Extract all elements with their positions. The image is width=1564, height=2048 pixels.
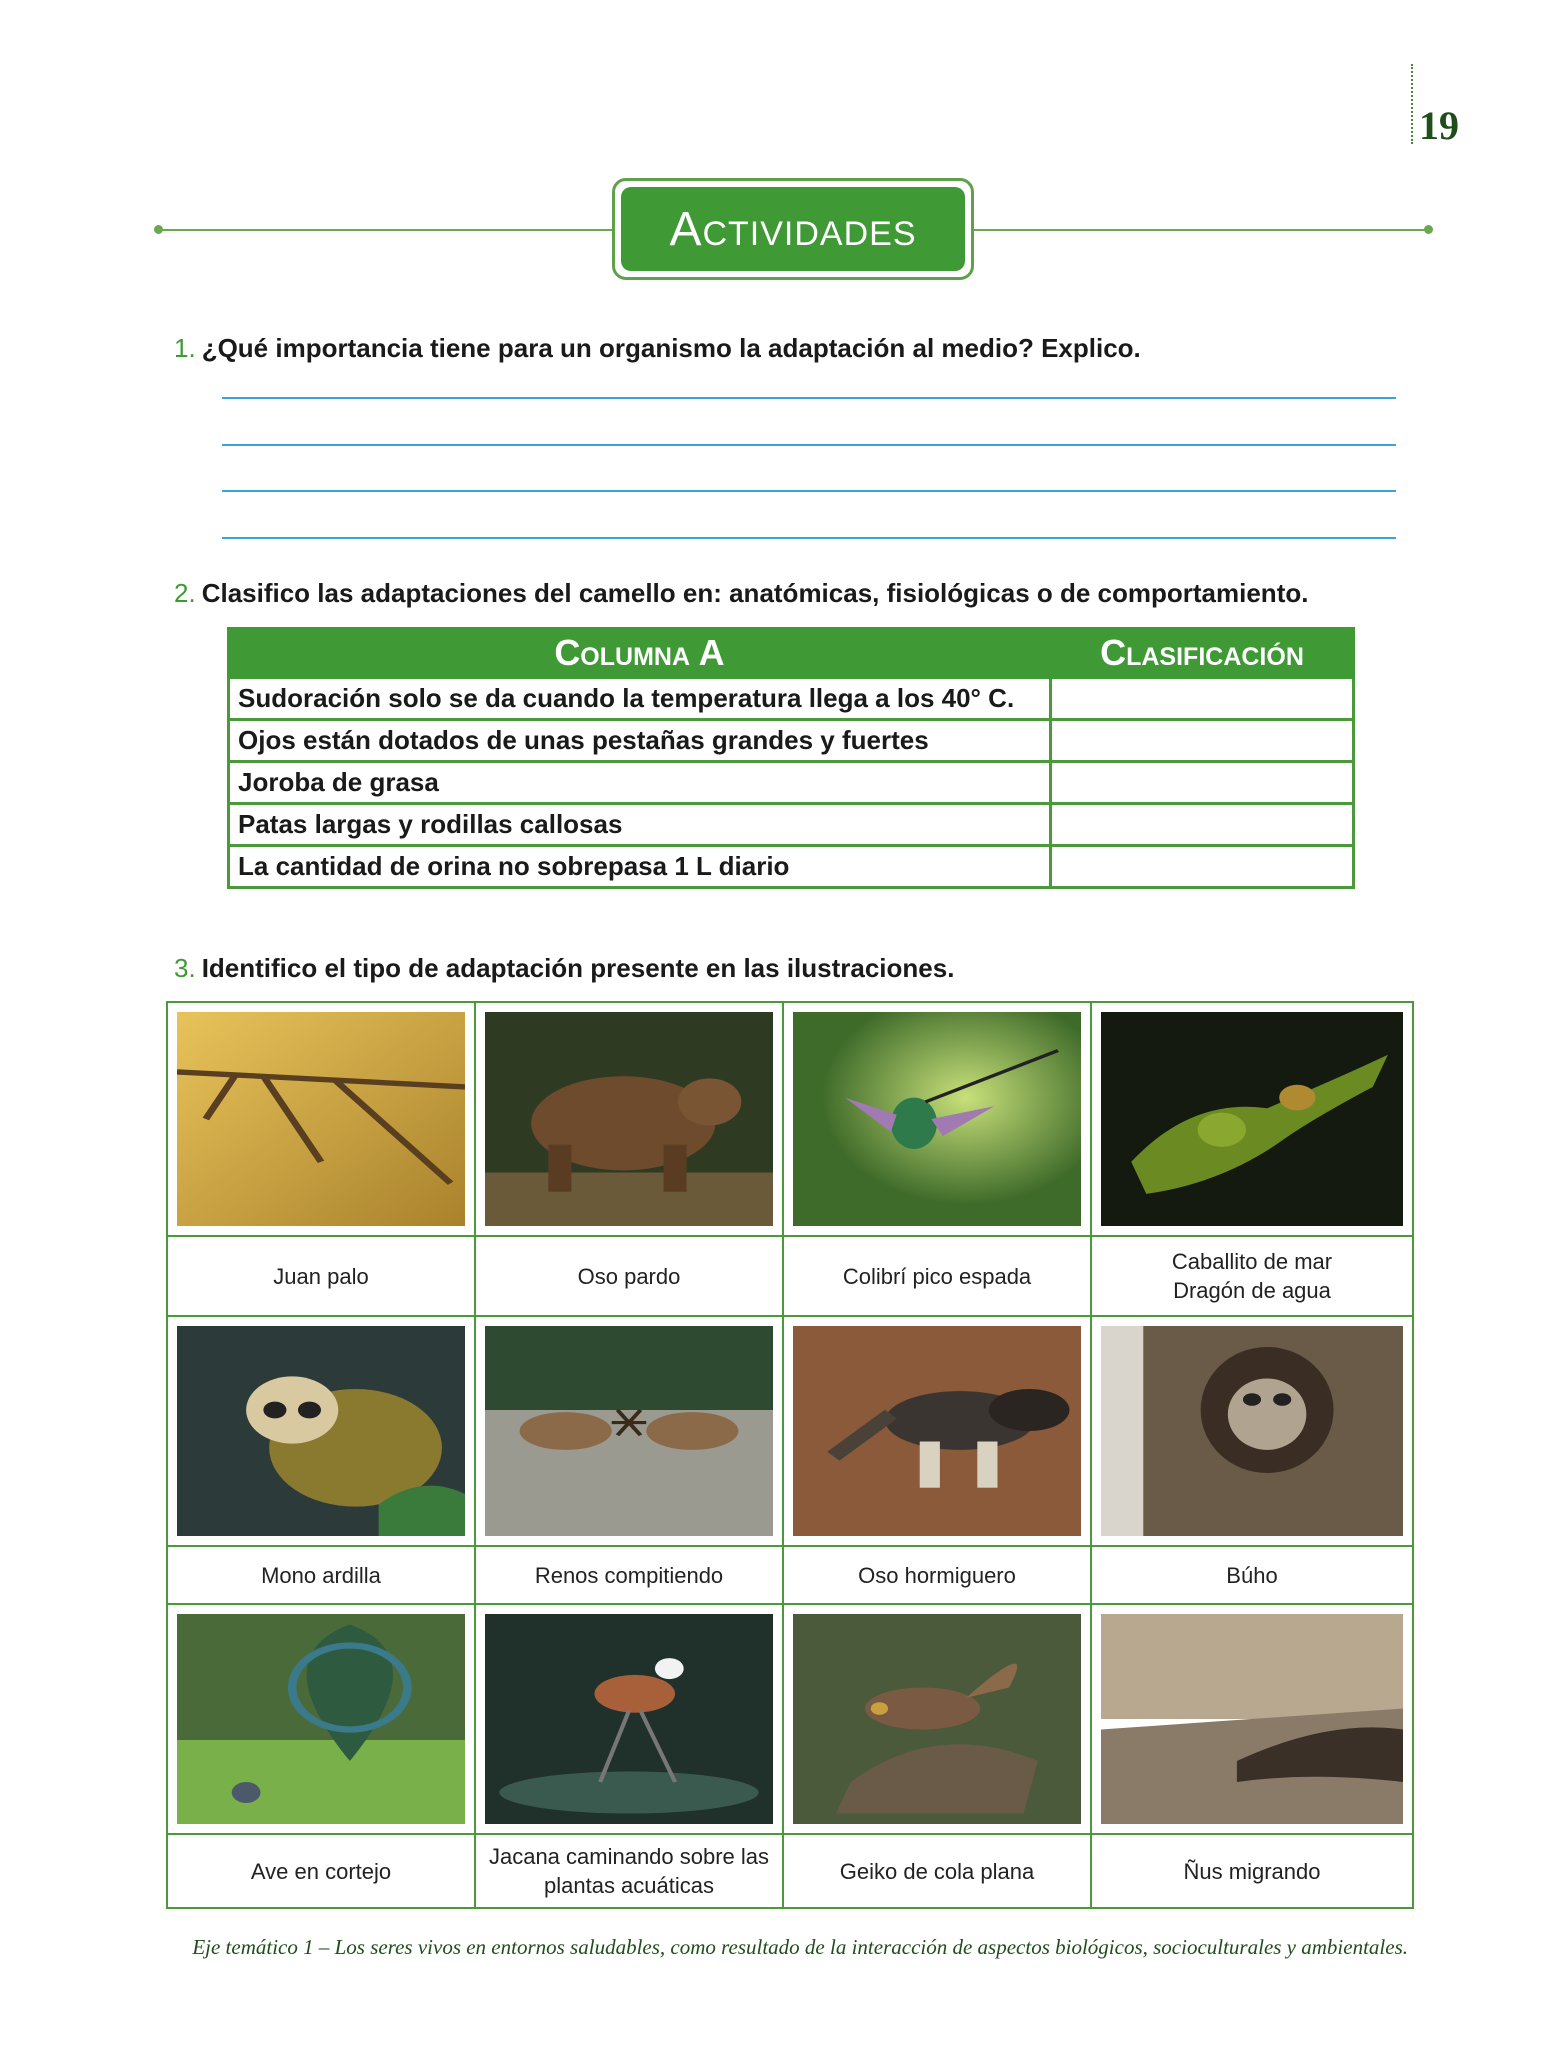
illustrations-grid: [166, 1001, 1414, 1909]
answer-line-1[interactable]: [222, 397, 1396, 399]
photo-caption: Búho: [1226, 1562, 1278, 1588]
question-2: [174, 578, 1308, 609]
table-row: [229, 720, 1354, 762]
caption-cell: [168, 1547, 476, 1605]
activities-title: Actividades: [621, 187, 965, 271]
caption-cell: [1092, 1237, 1412, 1317]
elk-fighting-photo: [485, 1326, 773, 1536]
caption-cell: [1092, 1547, 1412, 1605]
banner-line-left: [160, 229, 612, 231]
classification-answer-cell[interactable]: [1051, 804, 1354, 846]
stick-insect-photo: [177, 1012, 465, 1226]
photo-cell: [1092, 1605, 1412, 1835]
classification-answer-cell[interactable]: [1051, 846, 1354, 888]
photo-cell: [168, 1003, 476, 1237]
photo-cell: [1092, 1003, 1412, 1237]
photo-caption: Caballito de mar Dragón de agua: [1171, 1249, 1333, 1303]
jacana-photo: [485, 1614, 773, 1824]
photo-cell: [168, 1317, 476, 1547]
photo-caption: Juan palo: [273, 1263, 369, 1289]
photo-cell: [476, 1003, 784, 1237]
table-row: [229, 846, 1354, 888]
page-number-rule: [1411, 64, 1413, 144]
answer-line-2[interactable]: [222, 444, 1396, 446]
photo-cell: [784, 1605, 1092, 1835]
photo-caption: Oso pardo: [577, 1263, 681, 1289]
photo-caption: Renos compitiendo: [534, 1562, 724, 1588]
caption-cell: [784, 1547, 1092, 1605]
photo-cell: [784, 1003, 1092, 1237]
question-text: Clasifico las adaptaciones del camello en: anatómicas, fisiológicas o de comportamiento.: [201, 578, 1309, 608]
caption-cell: [168, 1237, 476, 1317]
question-text: ¿Qué importancia tiene para un organismo la adaptación al medio? Explico.: [201, 333, 1141, 363]
classification-answer-cell[interactable]: [1051, 762, 1354, 804]
photo-cell: [476, 1317, 784, 1547]
adaptation-cell: La cantidad de orina no sobrepasa 1 L diario: [229, 846, 1051, 888]
question-3: [174, 953, 954, 984]
table-row: [229, 678, 1354, 720]
photo-cell: [784, 1317, 1092, 1547]
photo-caption: Colibrí pico espada: [842, 1263, 1032, 1289]
question-number: 1.: [174, 333, 196, 363]
classification-answer-cell[interactable]: [1051, 720, 1354, 762]
photo-caption: Jacana caminando sobre las plantas acuáticas: [488, 1844, 770, 1898]
caption-cell: [168, 1835, 476, 1907]
adaptation-cell: Sudoración solo se da cuando la temperatura llega a los 40° C.: [229, 678, 1051, 720]
question-number: 3.: [174, 953, 196, 983]
caption-cell: [476, 1237, 784, 1317]
banner-dot-left: [154, 225, 163, 234]
caption-cell: [476, 1547, 784, 1605]
wildebeest-migration-photo: [1101, 1614, 1403, 1824]
sword-billed-hummingbird-photo: [793, 1012, 1081, 1226]
activities-banner: [612, 178, 974, 280]
photo-caption: Oso hormiguero: [858, 1562, 1016, 1588]
answer-line-3[interactable]: [222, 490, 1396, 492]
classification-table: [227, 627, 1355, 889]
owl-photo: [1101, 1326, 1403, 1536]
question-number: 2.: [174, 578, 196, 608]
question-1: [174, 333, 1141, 364]
banner-dot-right: [1424, 225, 1433, 234]
adaptation-cell: Joroba de grasa: [229, 762, 1051, 804]
table-row: [229, 804, 1354, 846]
classification-header: Clasificación: [1051, 629, 1354, 678]
photo-cell: [476, 1605, 784, 1835]
photo-cell: [168, 1605, 476, 1835]
table-row: [229, 762, 1354, 804]
photo-caption: Ñus migrando: [1183, 1858, 1321, 1884]
photo-caption: Ave en cortejo: [250, 1858, 392, 1884]
leaf-tailed-gecko-photo: [793, 1614, 1081, 1824]
peacock-photo: [177, 1614, 465, 1824]
question-text: Identifico el tipo de adaptación presente en las ilustraciones.: [201, 953, 955, 983]
leafy-seadragon-photo: [1101, 1012, 1403, 1226]
column-a-header: Columna A: [229, 629, 1051, 678]
caption-cell: [476, 1835, 784, 1907]
adaptation-cell: Ojos están dotados de unas pestañas grandes y fuertes: [229, 720, 1051, 762]
classification-answer-cell[interactable]: [1051, 678, 1354, 720]
page-number: 19: [1419, 103, 1459, 148]
brown-bear-photo: [485, 1012, 773, 1226]
caption-cell: [784, 1835, 1092, 1907]
photo-caption: Geiko de cola plana: [839, 1858, 1035, 1884]
adaptation-cell: Patas largas y rodillas callosas: [229, 804, 1051, 846]
caption-cell: [784, 1237, 1092, 1317]
caption-cell: [1092, 1835, 1412, 1907]
squirrel-monkey-photo: [177, 1326, 465, 1536]
anteater-photo: [793, 1326, 1081, 1536]
photo-cell: [1092, 1317, 1412, 1547]
footer-text: Eje temático 1 – Los seres vivos en entornos saludables, como resultado de la interacción de aspectos biológicos, socioculturales y ambientales.: [192, 1935, 1408, 1959]
answer-line-4[interactable]: [222, 537, 1396, 539]
photo-caption: Mono ardilla: [261, 1562, 381, 1588]
banner-line-right: [974, 229, 1426, 231]
